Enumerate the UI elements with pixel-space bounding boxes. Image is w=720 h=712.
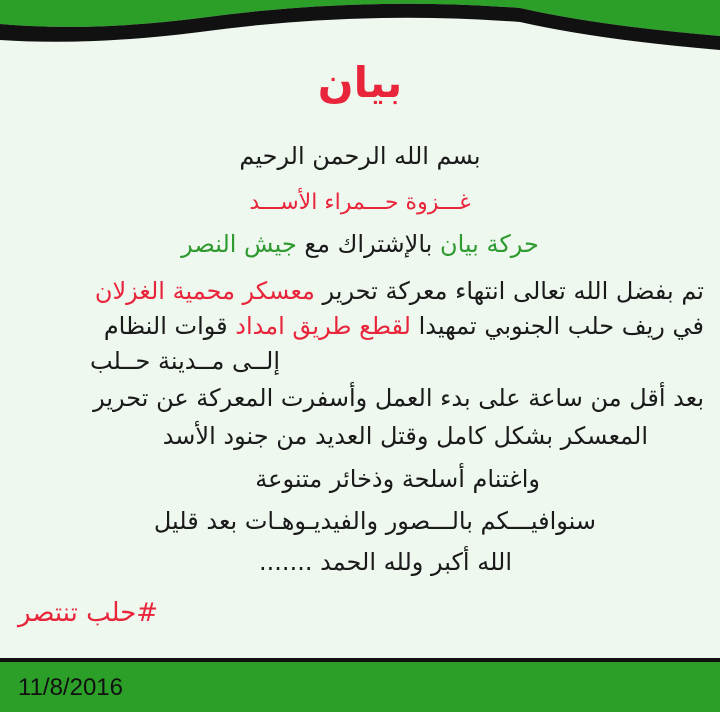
footer-bar xyxy=(0,658,720,712)
body-line-5: المعسكر بشكل كامل وقتل العديد من جنود الأسد xyxy=(162,422,648,450)
body-line-2-text: في ريف حلب الجنوبي تمهيدا xyxy=(410,312,704,340)
body-line-8: الله أكبر ولله الحمد ....... xyxy=(259,548,512,576)
partner-name: جيش النصر xyxy=(181,230,297,258)
body-line-7: سنوافيـــكم بالـــصور والفيديـوهـات بعد قليل xyxy=(153,507,596,535)
basmala-text: بسم الله الرحمن الرحيم xyxy=(239,142,481,170)
body-line-4: بعد أقل من ساعة على بدء العمل وأسفرت المعركة عن تحرير xyxy=(93,384,704,412)
date-label: 11/8/2016 xyxy=(18,674,123,701)
body-line-3: إلــى مــدينة حــلب xyxy=(89,347,280,375)
movement-line xyxy=(0,229,720,259)
movement-connector: بالإشتراك مع xyxy=(296,230,440,258)
body-line-2-end: قوات النظام xyxy=(103,312,236,340)
hashtag: #حلب تنتصر xyxy=(18,598,159,628)
top-decorative-band xyxy=(0,0,720,62)
body-line-1-text: تم بفضل الله تعالى انتهاء معركة تحرير xyxy=(314,277,704,305)
supply-route-text: لقطع طريق امداد xyxy=(235,312,411,340)
page-title: بيان xyxy=(317,58,403,107)
movement-name: حركة بيان xyxy=(439,230,539,258)
body-line-1 xyxy=(95,276,704,306)
operation-name: غـــزوة حـــمراء الأســـد xyxy=(249,190,471,215)
camp-name: معسكر محمية الغزلان xyxy=(94,277,315,305)
body-line-2 xyxy=(104,311,704,341)
body-line-6: واغتنام أسلحة وذخائر متنوعة xyxy=(255,465,540,493)
